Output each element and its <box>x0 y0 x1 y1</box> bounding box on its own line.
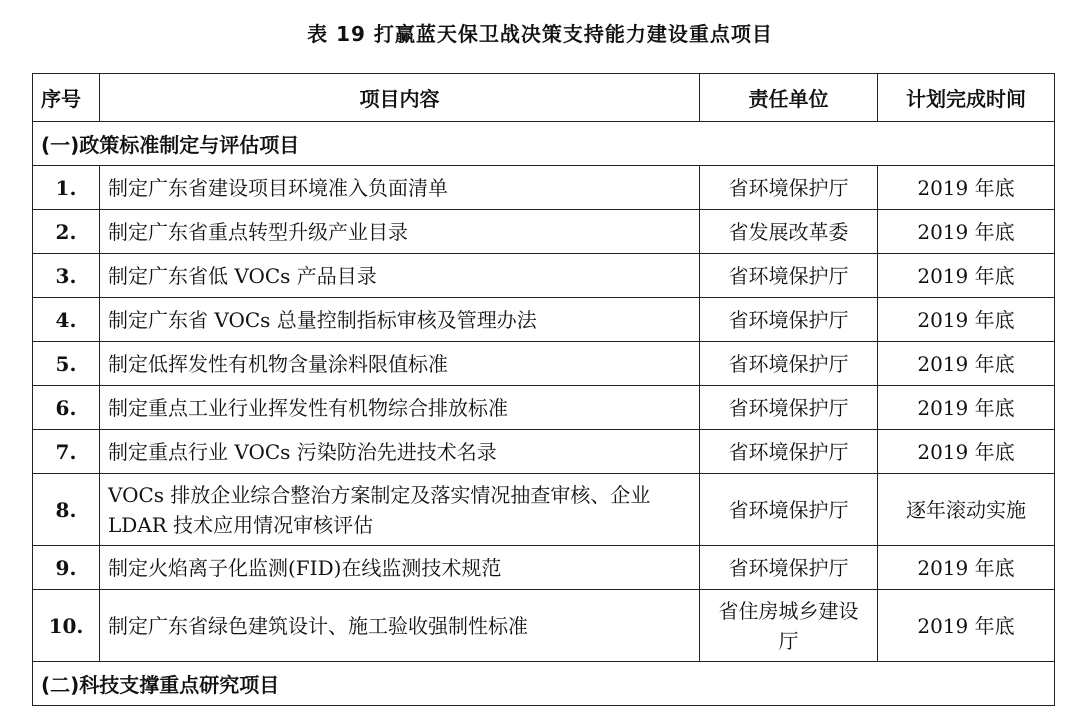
row-content-line: LDAR 技术应用情况审核评估 <box>108 512 374 537</box>
table-row <box>33 430 1055 474</box>
row-time: 2019 年底 <box>878 546 1055 590</box>
table-row <box>33 386 1055 430</box>
projects-table <box>32 73 1055 706</box>
header-unit: 责任单位 <box>700 74 878 122</box>
row-number: 6. <box>33 386 100 430</box>
header-seq: 序号 <box>33 74 100 122</box>
row-unit-line: 省住房城乡建设 <box>718 598 859 623</box>
row-unit: 省环境保护厅 <box>700 298 878 342</box>
row-unit-line: 厅 <box>778 628 799 653</box>
row-content: 制定广东省绿色建筑设计、施工验收强制性标准 <box>100 590 700 662</box>
row-time: 2019 年底 <box>878 430 1055 474</box>
row-number: 7. <box>33 430 100 474</box>
row-number: 1. <box>33 166 100 210</box>
row-unit: 省环境保护厅 <box>700 546 878 590</box>
section-row <box>33 122 1055 166</box>
row-content: 制定重点工业行业挥发性有机物综合排放标准 <box>100 386 700 430</box>
section-label: (二)科技支撑重点研究项目 <box>33 662 1055 706</box>
header-content: 项目内容 <box>100 74 700 122</box>
row-content: 制定火焰离子化监测(FID)在线监测技术规范 <box>100 546 700 590</box>
table-row <box>33 254 1055 298</box>
table-row <box>33 546 1055 590</box>
table-row <box>33 590 1055 662</box>
row-unit: 省环境保护厅 <box>700 386 878 430</box>
row-time: 2019 年底 <box>878 254 1055 298</box>
row-content: 制定低挥发性有机物含量涂料限值标准 <box>100 342 700 386</box>
section-row <box>33 662 1055 706</box>
row-number: 10. <box>33 590 100 662</box>
row-number: 9. <box>33 546 100 590</box>
row-time: 2019 年底 <box>878 342 1055 386</box>
row-content: 制定广东省建设项目环境准入负面清单 <box>100 166 700 210</box>
section-label: (一)政策标准制定与评估项目 <box>33 122 1055 166</box>
row-time: 2019 年底 <box>878 166 1055 210</box>
row-unit: 省环境保护厅 <box>700 342 878 386</box>
row-content <box>100 474 700 546</box>
table-title: 表 19 打赢蓝天保卫战决策支持能力建设重点项目 <box>307 22 773 46</box>
row-content: 制定广东省重点转型升级产业目录 <box>100 210 700 254</box>
row-unit: 省环境保护厅 <box>700 474 878 546</box>
table-row <box>33 210 1055 254</box>
table-row <box>33 298 1055 342</box>
row-unit: 省发展改革委 <box>700 210 878 254</box>
row-time: 逐年滚动实施 <box>878 474 1055 546</box>
table-row <box>33 474 1055 546</box>
row-content: 制定广东省 VOCs 总量控制指标审核及管理办法 <box>100 298 700 342</box>
table-row <box>33 166 1055 210</box>
table-row <box>33 342 1055 386</box>
row-content: 制定重点行业 VOCs 污染防治先进技术名录 <box>100 430 700 474</box>
row-number: 5. <box>33 342 100 386</box>
row-number: 3. <box>33 254 100 298</box>
row-number: 4. <box>33 298 100 342</box>
row-time: 2019 年底 <box>878 210 1055 254</box>
row-unit <box>700 590 878 662</box>
header-row <box>33 74 1055 122</box>
row-number: 8. <box>33 474 100 546</box>
row-content-line: VOCs 排放企业综合整治方案制定及落实情况抽查审核、企业 <box>108 482 651 507</box>
row-time: 2019 年底 <box>878 590 1055 662</box>
row-time: 2019 年底 <box>878 386 1055 430</box>
row-time: 2019 年底 <box>878 298 1055 342</box>
header-time: 计划完成时间 <box>878 74 1055 122</box>
row-unit: 省环境保护厅 <box>700 166 878 210</box>
row-unit: 省环境保护厅 <box>700 430 878 474</box>
row-unit: 省环境保护厅 <box>700 254 878 298</box>
row-content: 制定广东省低 VOCs 产品目录 <box>100 254 700 298</box>
row-number: 2. <box>33 210 100 254</box>
